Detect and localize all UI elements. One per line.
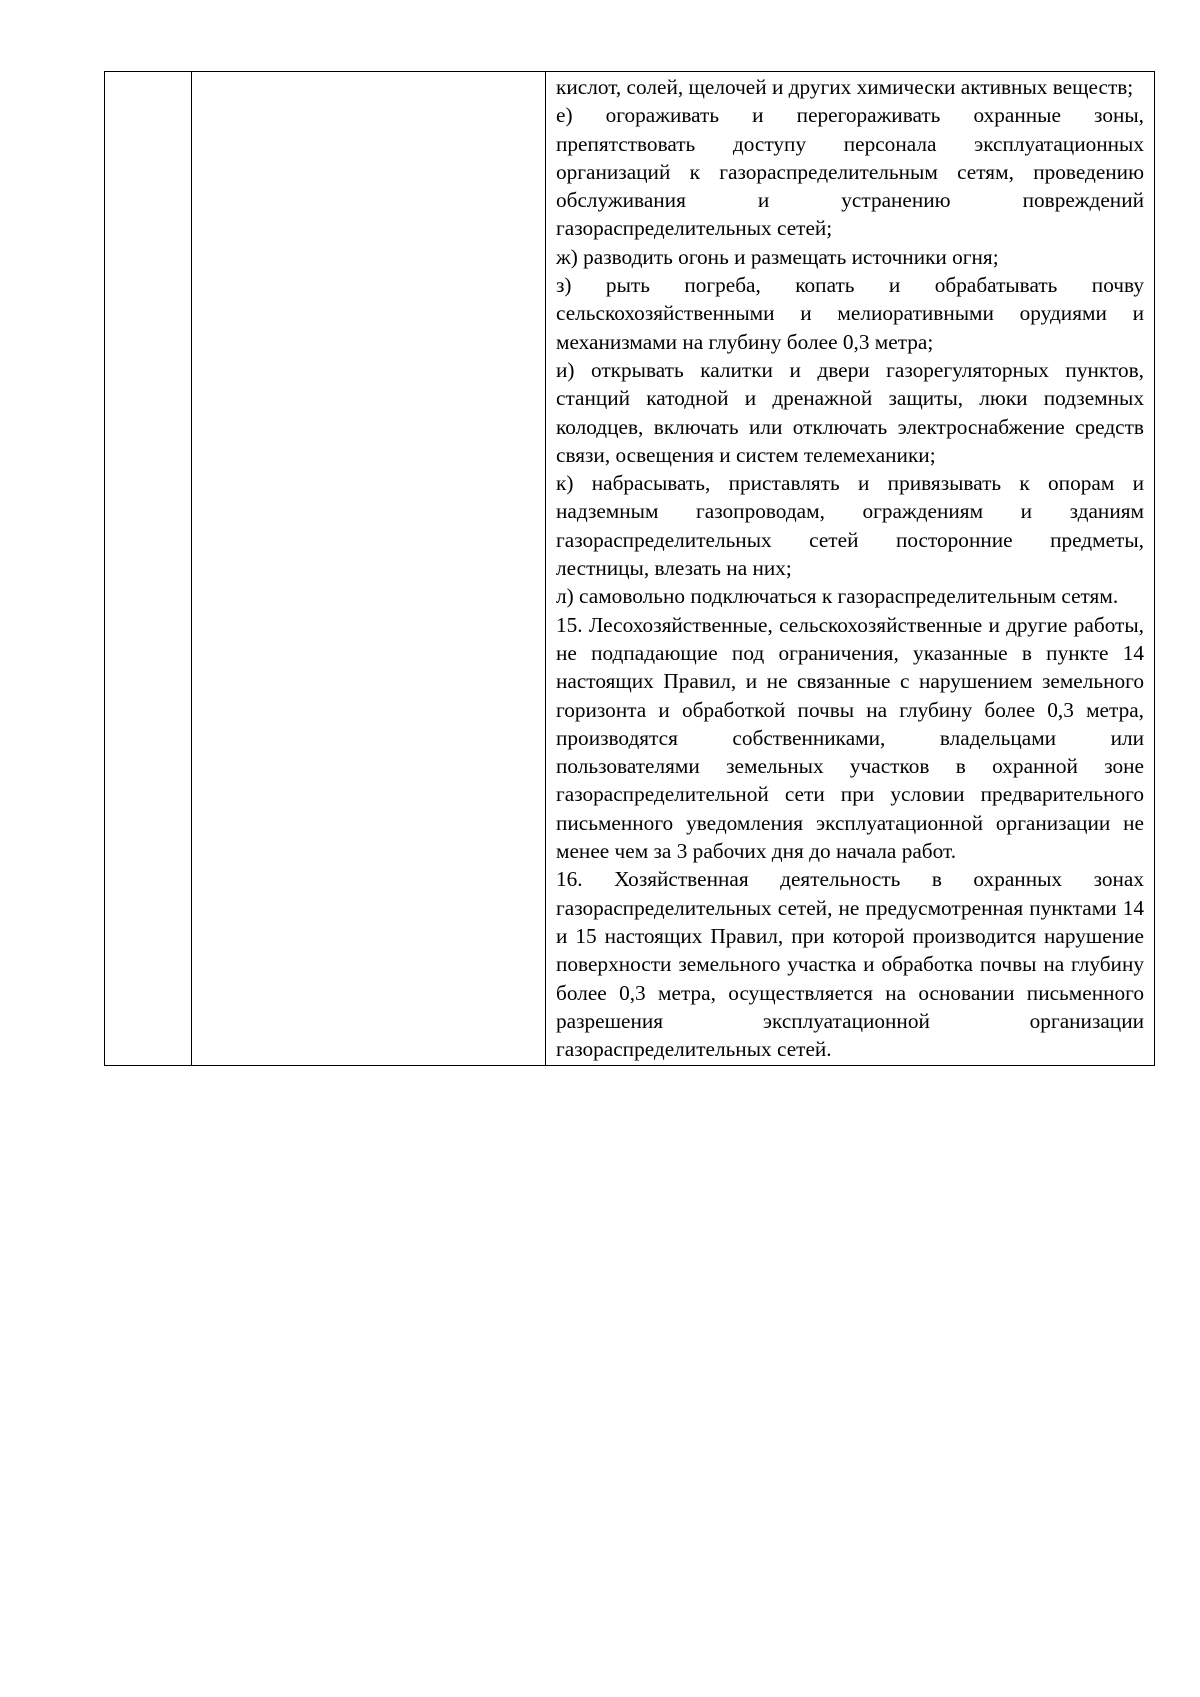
paragraph-item-zh: ж) разводить огонь и размещать источники огня; <box>556 244 999 269</box>
number-cell <box>105 72 192 1066</box>
paragraph-item-e: е) огораживать и перегораживать охранные зоны, препятствовать доступу персонала эксплуатационных организаций к газораспределительным сетям, проведению обслуживания и устранению повреждений газораспределительных сетей; <box>556 103 1144 241</box>
paragraph-clause-16: 16. Хозяйственная деятельность в охранных зонах газораспределительных сетей, не предусмотренная пунктами 14 и 15 настоящих Правил, при которой производится нарушение поверхности земельного участка и обработка почвы на глубину более 0,3 метра, осуществляется на основании письменного разрешения эксплуатационной организации газораспределительных сетей. <box>556 867 1144 1062</box>
paragraph-item-z: з) рыть погреба, копать и обрабатывать почву сельскохозяйственными и мелиоративными орудиями и механизмами на глубину более 0,3 метра; <box>556 273 1144 354</box>
text-cell <box>546 72 1155 1066</box>
paragraph-item-k: к) набрасывать, приставлять и привязывать к опорам и надземным газопроводам, ограждениям и зданиям газораспределительных сетей посторонние предметы, лестницы, влезать на них; <box>556 471 1144 581</box>
paragraph-item-i: и) открывать калитки и двери газорегуляторных пунктов, станций катодной и дренажной защиты, люки подземных колодцев, включать или отключать электроснабжение средств связи, освещения и систем телемеханики; <box>556 357 1144 467</box>
paragraph-item-l: л) самовольно подключаться к газораспределительным сетям. <box>556 584 1119 609</box>
paragraph-continuation: кислот, солей, щелочей и других химически активных веществ; <box>556 75 1134 99</box>
paragraph-clause-15: 15. Лесохозяйственные, сельскохозяйственные и другие работы, не подпадающие под ограничения, указанные в пункте 14 настоящих Правил, и не связанные с нарушением земельного горизонта и обработкой почвы на глубину более 0,3 метра, производятся собственниками, владельцами или пользователями земельных участков в охранной зоне газораспределительной сети при условии предварительного письменного уведомления эксплуатационной организации не менее чем за 3 рабочих дня до начала работ. <box>556 612 1144 864</box>
regulation-table <box>104 71 1155 1066</box>
name-cell <box>192 72 546 1066</box>
table-row <box>105 72 1155 1066</box>
text-cell-content <box>546 72 1154 1065</box>
